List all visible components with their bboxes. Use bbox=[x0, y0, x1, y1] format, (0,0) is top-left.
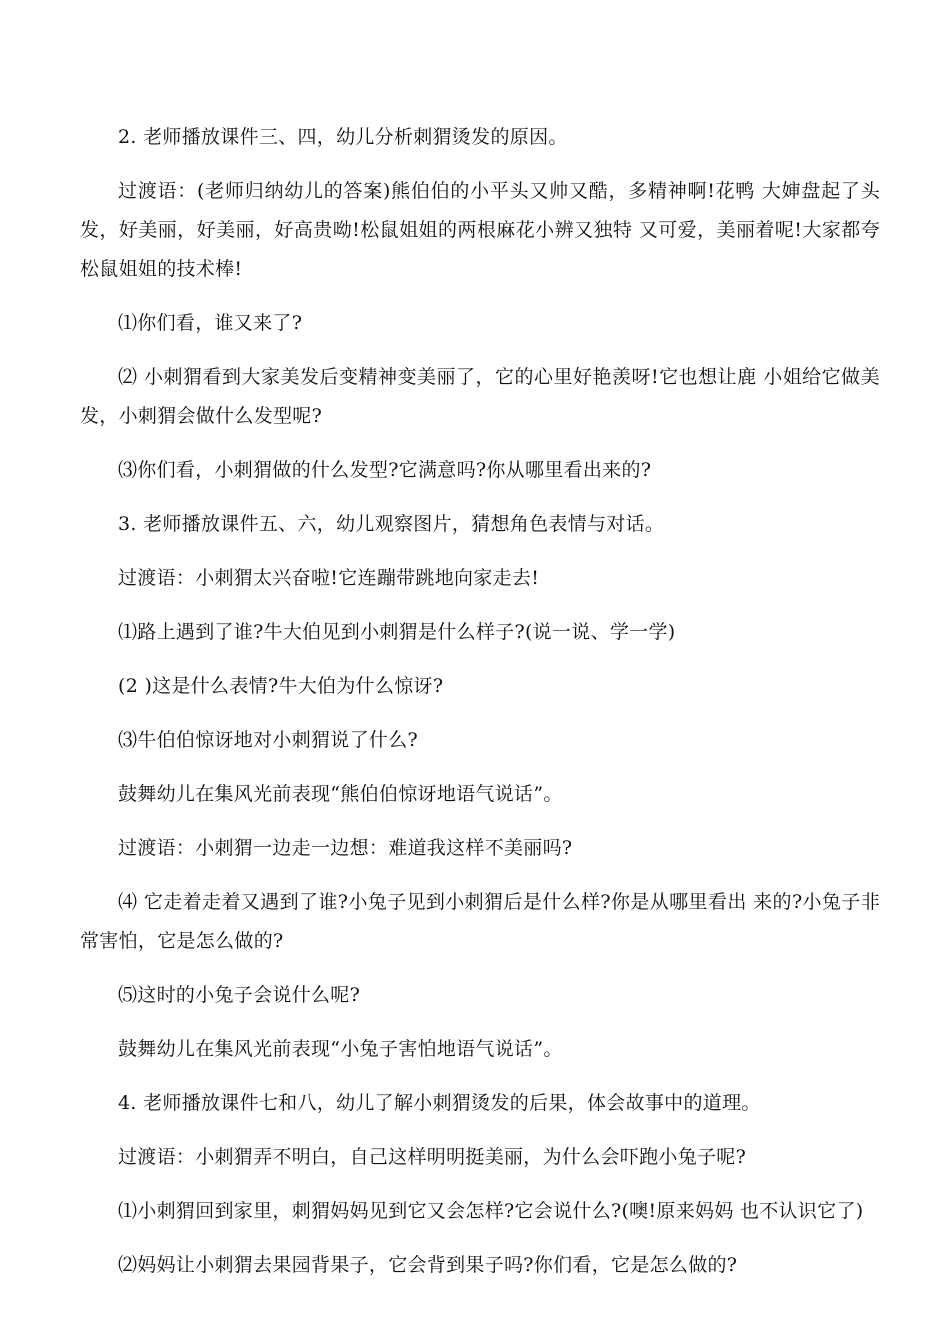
paragraph-7: 过渡语：小刺猬太兴奋啦!它连蹦带跳地向家走去! bbox=[118, 567, 540, 589]
paragraph-4: ⑵ 小刺猬看到大家美发后变精神变美丽了，它的心里好艳羡呀!它也想让鹿 小姐给它做美发，小刺猬会做什么发型呢? bbox=[80, 366, 880, 427]
paragraph-11: 鼓舞幼儿在集风光前表现“熊伯伯惊讶地语气说话”。 bbox=[118, 783, 563, 805]
paragraph-19: ⑵妈妈让小刺猬去果园背果子，它会背到果子吗?你们看，它是怎么做的? bbox=[118, 1254, 738, 1276]
paragraph-14: ⑸这时的小兔子会说什么呢? bbox=[118, 984, 361, 1006]
paragraph-13: ⑷ 它走着走着又遇到了谁?小兔子见到小刺猬后是什么样?你是从哪里看出 来的?小兔子非常害怕，它是怎么做的? bbox=[80, 891, 880, 952]
paragraph-12: 过渡语：小刺猬一边走一边想：难道我这样不美丽吗? bbox=[118, 837, 573, 859]
paragraph-9: (2 )这是什么表情?牛大伯为什么惊讶? bbox=[118, 675, 444, 697]
paragraph-6: 3. 老师播放课件五、六，幼儿观察图片，猜想角色表情与对话。 bbox=[118, 513, 665, 535]
paragraph-10: ⑶牛伯伯惊讶地对小刺猬说了什么? bbox=[118, 729, 418, 751]
paragraph-18: ⑴小刺猬回到家里，刺猬妈妈见到它又会怎样?它会说什么?(噢!原来妈妈 也不认识它了) bbox=[118, 1200, 864, 1222]
paragraph-2: 过渡语：(老师归纳幼儿的答案)熊伯伯的小平头又帅又酷，多精神啊!花鸭 大婶盘起了头发，好美丽，好美丽，好高贵呦!松鼠姐姐的两根麻花小辨又独特 又可爱，美丽着呢!大家都夸松鼠姐姐的技术棒! bbox=[80, 180, 880, 280]
paragraph-17: 过渡语：小刺猬弄不明白，自己这样明明挺美丽，为什么会吓跑小兔子呢? bbox=[118, 1146, 747, 1168]
paragraph-8: ⑴路上遇到了谁?牛大伯见到小刺猬是什么样子?(说一说、学一学) bbox=[118, 621, 676, 643]
paragraph-5: ⑶你们看，小刺猬做的什么发型?它满意吗?你从哪里看出来的? bbox=[118, 459, 652, 481]
paragraph-1: 2. 老师播放课件三、四，幼儿分析刺猬烫发的原因。 bbox=[118, 126, 568, 148]
paragraph-15: 鼓舞幼儿在集风光前表现“小兔子害怕地语气说话”。 bbox=[118, 1038, 563, 1060]
document-page bbox=[80, 118, 880, 1300]
paragraph-3: ⑴你们看，谁又来了? bbox=[118, 312, 303, 334]
paragraph-16: 4. 老师播放课件七和八，幼儿了解小刺猬烫发的后果，体会故事中的道理。 bbox=[118, 1092, 761, 1114]
